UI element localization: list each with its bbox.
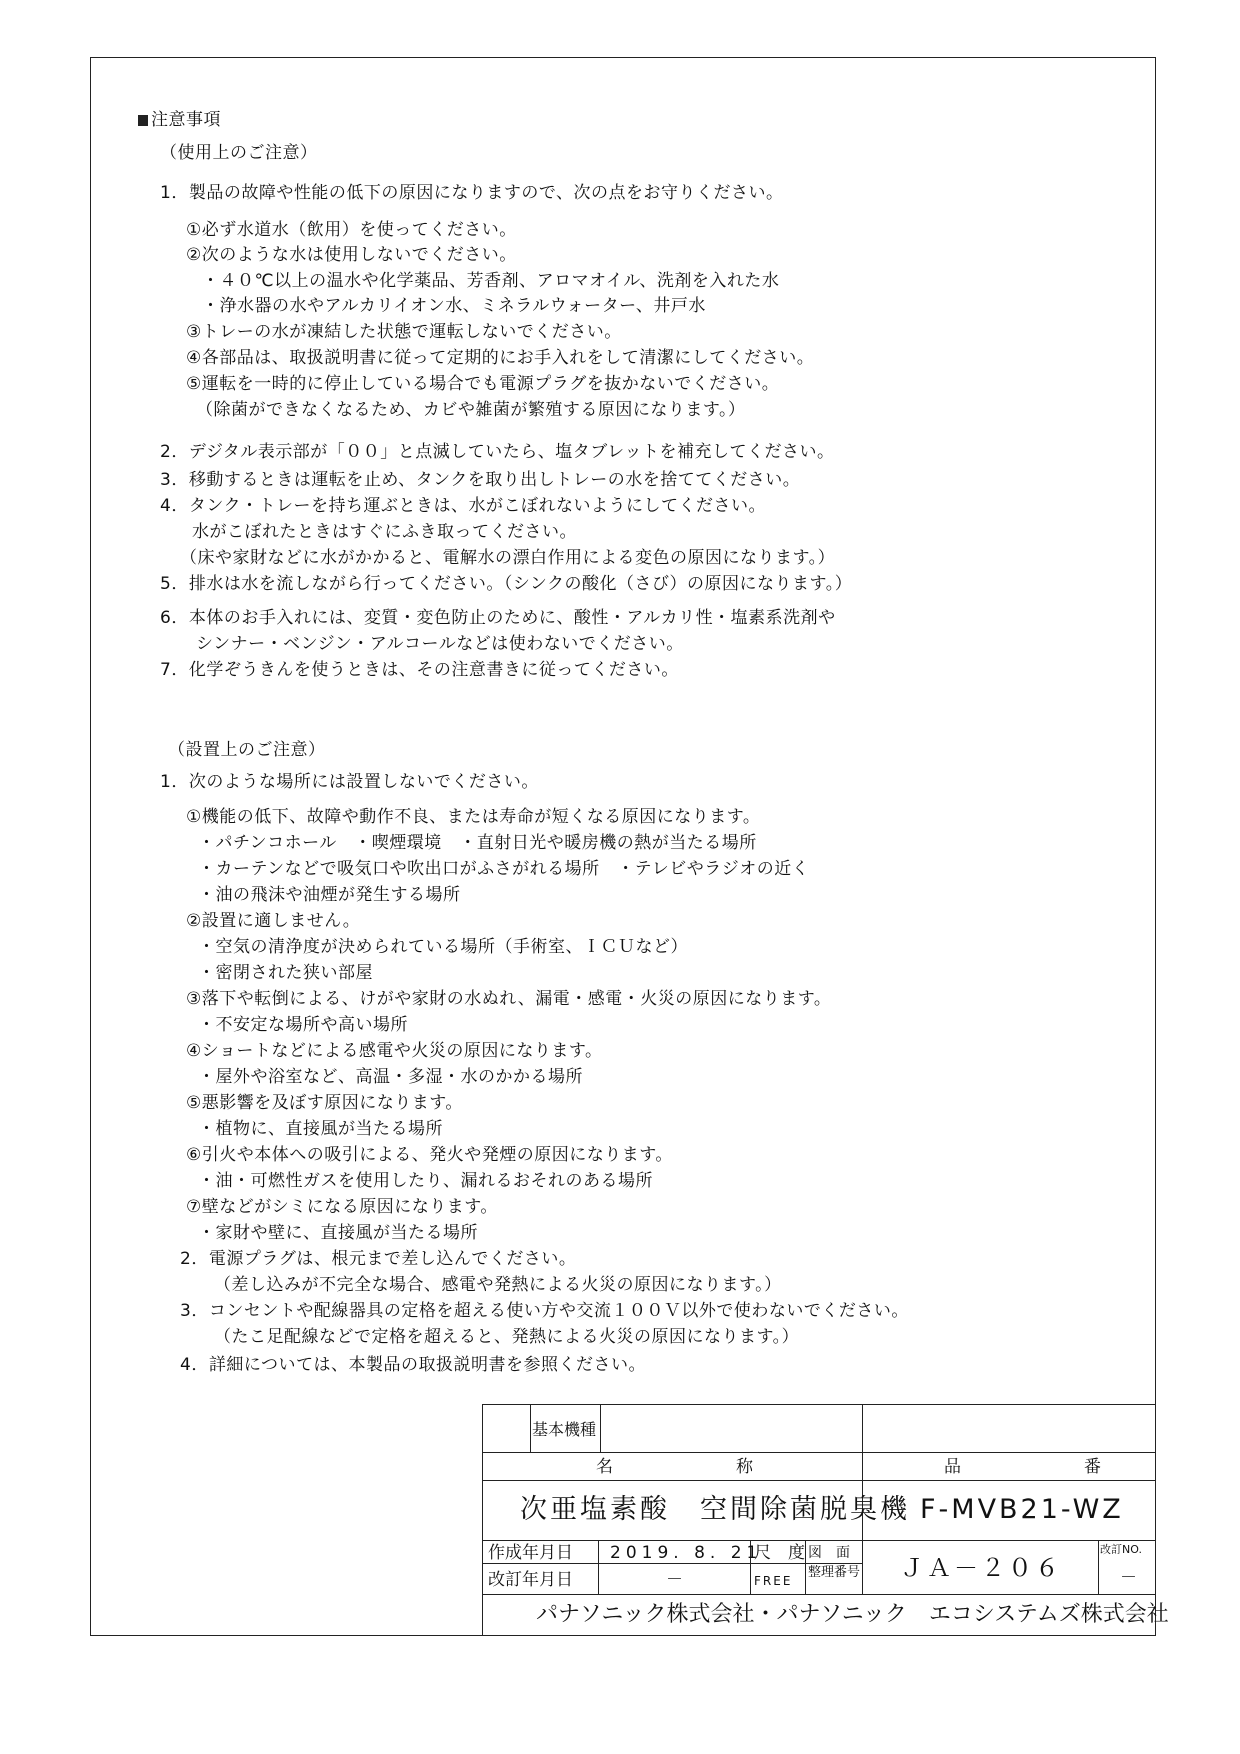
col-divider [598,1540,599,1594]
install-line: ①機能の低下、故障や動作不良、または寿命が短くなる原因になります。 [186,807,761,827]
usage-line: 7．化学ぞうきんを使うときは、その注意書きに従ってください。 [160,660,679,680]
col-divider [600,1404,601,1452]
install-line: ・パチンコホール ・喫煙環境 ・直射日光や暖房機の熱が当たる場所 [198,833,757,853]
usage-line: 水がこぼれたときはすぐにふき取ってください。 [192,522,577,542]
revision-value: － [1120,1568,1137,1588]
usage-line: ④各部品は、取扱説明書に従って定期的にお手入れをして清潔にしてください。 [186,348,815,368]
col-divider [805,1540,806,1594]
notes-heading: 注意事項 [138,110,221,130]
name-label: 名 [596,1457,613,1477]
usage-line: ・４０℃以上の温水や化学薬品、芳香剤、アロマオイル、洗剤を入れた水 [202,271,780,291]
install-line: ⑦壁などがシミになる原因になります。 [186,1197,498,1217]
install-line: 1．次のような場所には設置しないでください。 [160,772,539,792]
col-divider [1098,1540,1099,1594]
install-line: 3．コンセントや配線器具の定格を超える使い方や交流１００Ｖ以外で使わないでください。 [180,1301,909,1321]
part-number: F-MVB21-WZ [920,1494,1124,1525]
usage-line: ②次のような水は使用しないでください。 [186,245,517,265]
title-block-border [482,1404,1156,1405]
usage-line: （除菌ができなくなるため、カビや雑菌が繁殖する原因になります。） [196,400,746,420]
usage-line: ①必ず水道水（飲用）を使ってください。 [186,220,517,240]
install-line: ・家財や壁に、直接風が当たる場所 [198,1223,478,1243]
usage-line: シンナー・ベンジン・アルコールなどは使わないでください。 [196,634,684,654]
square-bullet-icon [138,115,148,126]
row-divider [482,1540,1156,1541]
part-number-label: 番 [1084,1457,1101,1477]
install-line: ・油・可燃性ガスを使用したり、漏れるおそれのある場所 [198,1171,653,1191]
drawing-number-label: 図 面 [808,1545,850,1561]
created-label: 作成年月日 [488,1543,573,1563]
install-line: ・屋外や浴室など、高温・多湿・水のかかる場所 [198,1067,583,1087]
row-divider [482,1594,1156,1595]
install-line: ④ショートなどによる感電や火災の原因になります。 [186,1041,603,1061]
install-line: （差し込みが不完全な場合、感電や発熱による火災の原因になります。） [214,1275,782,1295]
usage-line: 1．製品の故障や性能の低下の原因になりますので、次の点をお守りください。 [160,183,784,203]
install-title: （設置上のご注意） [168,740,326,760]
install-line: ・不安定な場所や高い場所 [198,1015,408,1035]
install-line: ⑥引火や本体への吸引による、発火や発煙の原因になります。 [186,1145,673,1165]
row-divider [482,1452,1156,1453]
created-date: 2019. 8. 21 [610,1543,763,1563]
install-line: 2．電源プラグは、根元まで差し込んでください。 [180,1249,577,1269]
drawing-number: ＪＡ－２０６ [900,1554,1062,1582]
base-model-label: 基本機種 [532,1420,597,1439]
usage-line: 6．本体のお手入れには、変質・変色防止のために、酸性・アルカリ性・塩素系洗剤や [160,608,836,628]
install-line: （たこ足配線などで定格を超えると、発熱による火災の原因になります。） [214,1327,800,1347]
usage-line: ・浄水器の水やアルカリイオン水、ミネラルウォーター、井戸水 [202,296,706,316]
title-block-border [482,1404,483,1636]
revised-date: － [666,1570,683,1590]
scale-value: FREE [754,1574,793,1588]
usage-line: ③トレーの水が凍結した状態で運転しないでください。 [186,322,622,342]
install-line: 4．詳細については、本製品の取扱説明書を参照ください。 [180,1355,646,1375]
part-number-label: 品 [944,1457,961,1477]
install-line: ・油の飛沫や油煙が発生する場所 [198,885,461,905]
name-label: 称 [736,1457,753,1477]
usage-line: ⑤運転を一時的に停止している場合でも電源プラグを抜かないでください。 [186,374,780,394]
usage-line: （床や家財などに水がかかると、電解水の漂白作用による変色の原因になります。） [180,548,836,568]
install-line: ・カーテンなどで吸気口や吹出口がふさがれる場所 ・テレビやラジオの近く [198,859,810,879]
revision-label: 改訂NO. [1100,1543,1142,1556]
install-line: ・空気の清浄度が決められている場所（手術室、ＩＣＵなど） [198,937,688,957]
install-line: ⑤悪影響を及ぼす原因になります。 [186,1093,463,1113]
scale-label: 尺 度 [754,1543,805,1563]
drawing-number-label: 整理番号 [808,1565,861,1580]
row-divider [482,1480,1156,1481]
usage-line: 3．移動するときは運転を止め、タンクを取り出しトレーの水を捨ててください。 [160,470,801,490]
company-name: パナソニック株式会社・パナソニック エコシステムズ株式会社 [536,1602,1169,1627]
product-name: 次亜塩素酸 空間除菌脱臭機 [520,1494,910,1525]
install-line: ③落下や転倒による、けがや家財の水ぬれ、漏電・感電・火災の原因になります。 [186,989,832,1009]
install-line: ・植物に、直接風が当たる場所 [198,1119,443,1139]
col-divider [530,1404,531,1452]
install-line: ②設置に適しません。 [186,911,361,931]
usage-line: 2．デジタル表示部が「００」と点滅していたら、塩タブレットを補充してください。 [160,442,835,462]
usage-line: 5．排水は水を流しながら行ってください。（シンクの酸化（さび）の原因になります。） [160,574,853,594]
usage-title: （使用上のご注意） [160,143,318,163]
revised-label: 改訂年月日 [488,1570,573,1590]
usage-line: 4．タンク・トレーを持ち運ぶときは、水がこぼれないようにしてください。 [160,496,766,516]
install-line: ・密閉された狭い部屋 [198,963,373,983]
